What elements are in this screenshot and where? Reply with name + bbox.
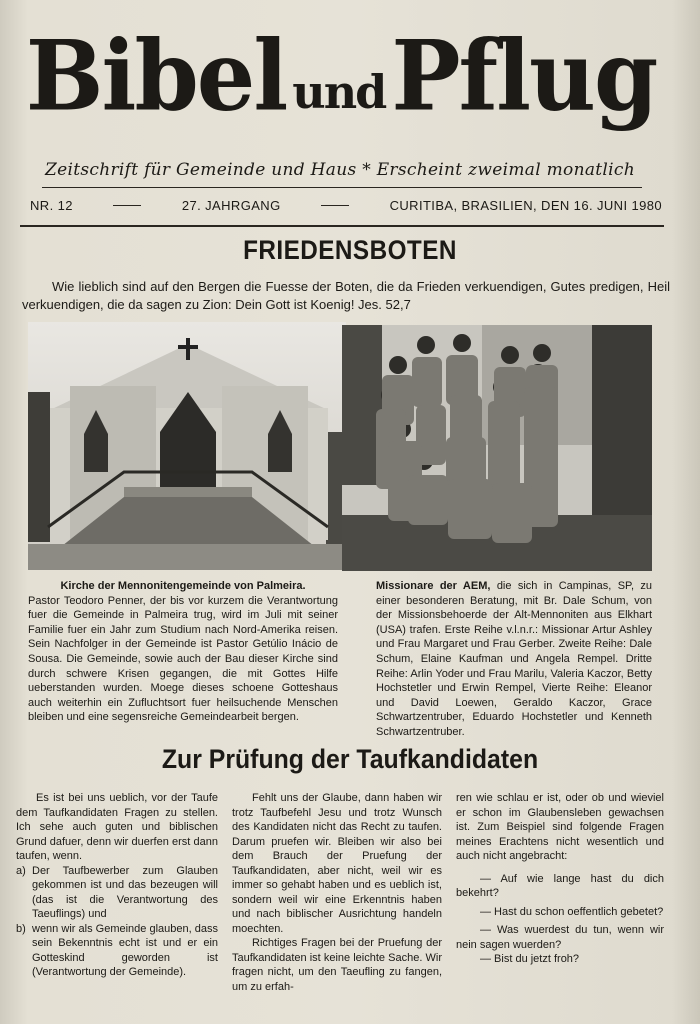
article-paragraph: ren wie schlau er ist, oder ob und wieviel er schon im Glaubensleben gewachsen ist. Zum Beispiel sind folgende Fragen meines Erachtens nicht wesentlich und auch nicht angebracht:	[456, 792, 664, 862]
question-item: — Hast du schon oeffentlich gebetet?	[480, 905, 664, 918]
caption-missionaries	[376, 579, 652, 740]
list-marker: b)	[16, 922, 26, 935]
caption-missionaries-title: Missionare der AEM,	[376, 580, 491, 592]
headline-friedensboten: FRIEDENSBOTEN	[243, 235, 457, 265]
list-text: wenn wir als Gemeinde glauben, dass sein Bekenntnis echt ist und er ein Gotteskind geworden ist (Verantwortung der Gemeinde).	[32, 922, 218, 978]
list-marker: a)	[16, 864, 26, 877]
article-paragraph: Richtiges Fragen bei der Pruefung der Taufkandidaten ist keine leichte Sache. Wir fragen nicht, um den Taeufling zu fangen, um zu erfah-	[232, 937, 442, 993]
list-item	[16, 864, 218, 922]
masthead-word-und: und	[292, 65, 386, 119]
masthead-word-pflug: Pflug	[391, 19, 657, 133]
caption-church-title: Kirche der Mennonitengemeinde von Palmeira.	[60, 580, 306, 592]
issue-rule	[20, 225, 664, 227]
group-illustration	[342, 325, 652, 571]
issue-divider	[113, 205, 141, 206]
masthead-word-bibel: Bibel	[25, 19, 287, 133]
headline-taufkandidaten: Zur Prüfung der Taufkandidaten	[161, 744, 539, 774]
issue-divider	[321, 205, 349, 206]
article-column-1	[16, 791, 218, 980]
caption-missionaries-text: die sich in Campinas, SP, zu einer besonderen Beratung, mit Br. Dale Schum, von der Missionsbehoerde der Alt-Mennoniten aus Elkhart (USA) trafen. Erste Reihe v.l.n.r.: Missionar Artur Ashley und Frau Margaret und Frau Gerber. Zweite Reihe: Dale Schum, Elaine Kaufman und Angela Rempel. Dritte Reihe: Arlin Yoder und Frau Marilu, Valeria Kaczor, Betty Hochstetler und Erwin Rempel, Vierte Reihe: Eleanor und David Loewen, Geraldo Kaczor, Grace Schwartzentruber, Eduardo Hochstetler und Kenneth Schwartzentruber.	[376, 580, 652, 738]
missionaries-photo	[342, 325, 652, 571]
church-illustration	[28, 322, 346, 570]
tagline: Zeitschrift für Gemeinde und Haus * Erscheint zweimal monatlich	[45, 160, 635, 180]
issue-place-date: CURITIBA, BRASILIEN, DEN 16. JUNI 1980	[389, 198, 662, 213]
masthead	[25, 19, 657, 148]
article-column-2	[232, 791, 442, 994]
issue-volume: 27. JAHRGANG	[181, 198, 281, 213]
issue-number: NR. 12	[30, 198, 73, 213]
list-text: Der Taufbewerber zum Glauben gekommen ist und das bezeugen will (das ist die Verantwortung des Taeuflings) und	[32, 864, 218, 920]
question-item: — Was wuerdest du tun, wenn wir nein sagen wuerden?	[456, 924, 664, 951]
tagline-underline	[42, 187, 642, 188]
list-item	[16, 922, 218, 980]
intro-verse: Wie lieblich sind auf den Bergen die Fuesse der Boten, die da Frieden verkuendigen, Gutes predigen, Heil verkuendigen, die da sagen zu Zion: Dein Gott ist Koenig! Jes. 52,7	[22, 279, 670, 312]
article-paragraph: Fehlt uns der Glaube, dann haben wir trotz Taufbefehl Jesu und trotz Wunsch des Kandidaten nicht das Recht zu taufen. Darum pruefen wir. Bleiben wir also bei dem Brauch der Pruefung der Taufkandidaten, aber nicht, weil wir es immer so gehabt haben und es ueblich ist, sondern weil wir eine Erkenntnis haben und nach biblischer Ausrichtung handeln moechten.	[232, 792, 442, 935]
issue-line	[30, 198, 662, 213]
article-column-3	[456, 791, 664, 967]
question-item: — Auf wie lange hast du dich bekehrt?	[456, 872, 664, 899]
caption-church-text: Pastor Teodoro Penner, der bis vor kurzem die Verantwortung fuer die Gemeinde in Palmeira trug, wird im Juli mit seiner Familie fuer ein Jahr zum Studium nach Nord-Amerika reisen. Sein Nachfolger in der Gemeinde ist Pastor Getúlio Inácio de Sousa. Die Gemeinde, sowie auch der Bau dieser Kirche sind durch schwere Krisen gegangen, die mit Gottes Hilfe ueberstanden wurden. Moege dieses schoene Gotteshaus auch weiterhin ein Zufluchtsort fuer heilsuchende Menschen bleiben und eine segensreiche Gemeindearbeit bergen.	[28, 594, 338, 724]
question-item: — Bist du jetzt froh?	[480, 953, 580, 965]
church-photo	[28, 322, 346, 570]
caption-church	[28, 579, 338, 725]
article-paragraph: Es ist bei uns ueblich, vor der Taufe dem Taufkandidaten Fragen zu stellen. Ich sehe auch guten und biblischen Grund dafuer, denn wir duerfen erst dann taufen, wenn.	[16, 792, 218, 862]
